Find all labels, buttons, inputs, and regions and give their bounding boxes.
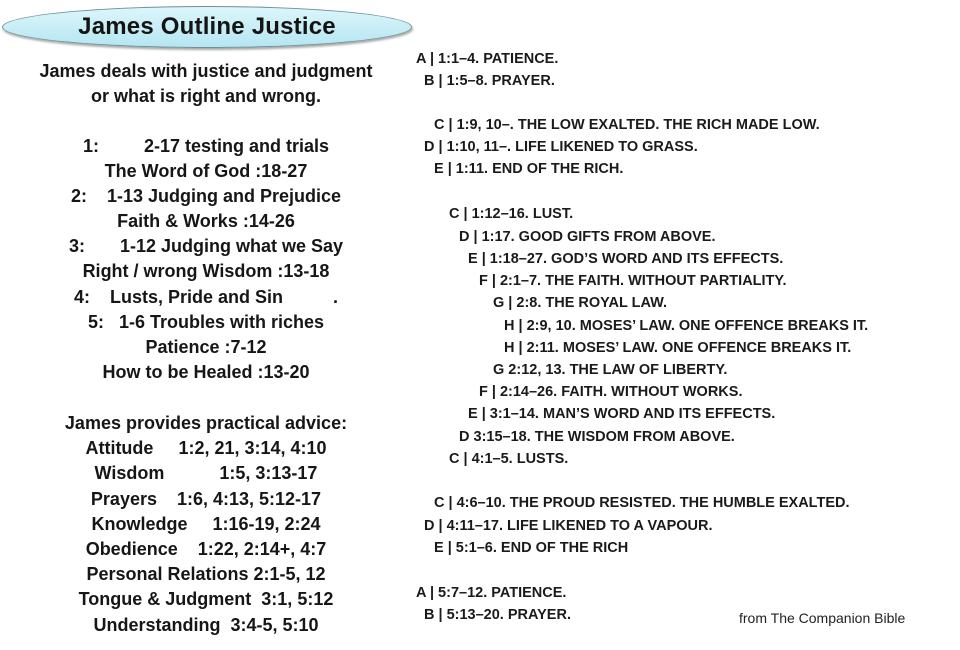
page-title: James Outline Justice xyxy=(78,13,336,40)
chapter-line: 5: 1-6 Troubles with riches xyxy=(87,312,325,332)
advice-line: Tongue & Judgment 3:1, 5:12 xyxy=(78,589,334,609)
structure-line: C | 1:12–16. LUST. xyxy=(449,206,574,222)
structure-line: G 2:12, 13. THE LAW OF LIBERTY. xyxy=(493,362,728,378)
structure-line: E | 3:1–14. MAN’S WORD AND ITS EFFECTS. xyxy=(468,406,776,422)
advice-line: Wisdom 1:5, 3:13-17 xyxy=(94,463,318,483)
structure-line: D | 4:11–17. LIFE LIKENED TO A VAPOUR. xyxy=(424,518,713,534)
structure-line: E | 1:11. END OF THE RICH. xyxy=(434,161,624,177)
structure-line: F | 2:14–26. FAITH. WITHOUT WORKS. xyxy=(479,384,743,400)
structure-line: A | 1:1–4. PATIENCE. xyxy=(416,51,559,67)
structure-line: D | 1:17. GOOD GIFTS FROM ABOVE. xyxy=(459,229,716,245)
chapter-line: Faith & Works :14-26 xyxy=(117,211,295,231)
advice-line: Prayers 1:6, 4:13, 5:12-17 xyxy=(90,489,322,509)
advice-line: Attitude 1:2, 21, 3:14, 4:10 xyxy=(85,438,327,458)
structure-line: D | 1:10, 11–. LIFE LIKENED TO GRASS. xyxy=(424,139,698,155)
advice-line: Understanding 3:4-5, 5:10 xyxy=(93,615,319,635)
chapter-line: How to be Healed :13-20 xyxy=(102,362,310,382)
chapter-line: Right / wrong Wisdom :13-18 xyxy=(82,261,330,281)
structure-line: D 3:15–18. THE WISDOM FROM ABOVE. xyxy=(459,429,735,445)
source-credit: from The Companion Bible xyxy=(739,610,906,626)
intro-line: James deals with justice and judgment xyxy=(39,61,373,81)
structure-line: G | 2:8. THE ROYAL LAW. xyxy=(493,295,668,311)
chapter-line: Patience :7-12 xyxy=(145,337,267,357)
structure-line: A | 5:7–12. PATIENCE. xyxy=(416,585,567,601)
structure-line: C | 4:1–5. LUSTS. xyxy=(449,451,569,467)
advice-line: Personal Relations 2:1-5, 12 xyxy=(86,564,326,584)
structure-line: B | 1:5–8. PRAYER. xyxy=(424,73,555,89)
title-banner xyxy=(2,6,412,48)
structure-line: E | 5:1–6. END OF THE RICH xyxy=(434,540,629,556)
advice-line: Knowledge 1:16-19, 2:24 xyxy=(91,514,321,534)
advice-line: Obedience 1:22, 2:14+, 4:7 xyxy=(85,539,327,559)
structure-line: H | 2:9, 10. MOSES’ LAW. ONE OFFENCE BREAKS IT. xyxy=(504,318,869,334)
chapter-line: 1: 2-17 testing and trials xyxy=(82,136,330,156)
structure-line: F | 2:1–7. THE FAITH. WITHOUT PARTIALITY. xyxy=(479,273,787,289)
chapter-line: The Word of God :18-27 xyxy=(104,161,308,181)
structure-line: C | 1:9, 10–. THE LOW EXALTED. THE RICH MADE LOW. xyxy=(434,117,820,133)
structure-line: H | 2:11. MOSES’ LAW. ONE OFFENCE BREAKS IT. xyxy=(504,340,852,356)
structure-line: C | 4:6–10. THE PROUD RESISTED. THE HUMBLE EXALTED. xyxy=(434,495,850,511)
chapter-line: 4: Lusts, Pride and Sin . xyxy=(73,287,339,307)
chapter-line: 2: 1-13 Judging and Prejudice xyxy=(70,186,342,206)
advice-heading: James provides practical advice: xyxy=(64,413,348,433)
chapter-line: 3: 1-12 Judging what we Say xyxy=(68,236,344,256)
intro-line: or what is right and wrong. xyxy=(90,86,321,106)
structure-line: E | 1:18–27. GOD’S WORD AND ITS EFFECTS. xyxy=(468,251,784,267)
structure-line: B | 5:13–20. PRAYER. xyxy=(424,607,571,623)
